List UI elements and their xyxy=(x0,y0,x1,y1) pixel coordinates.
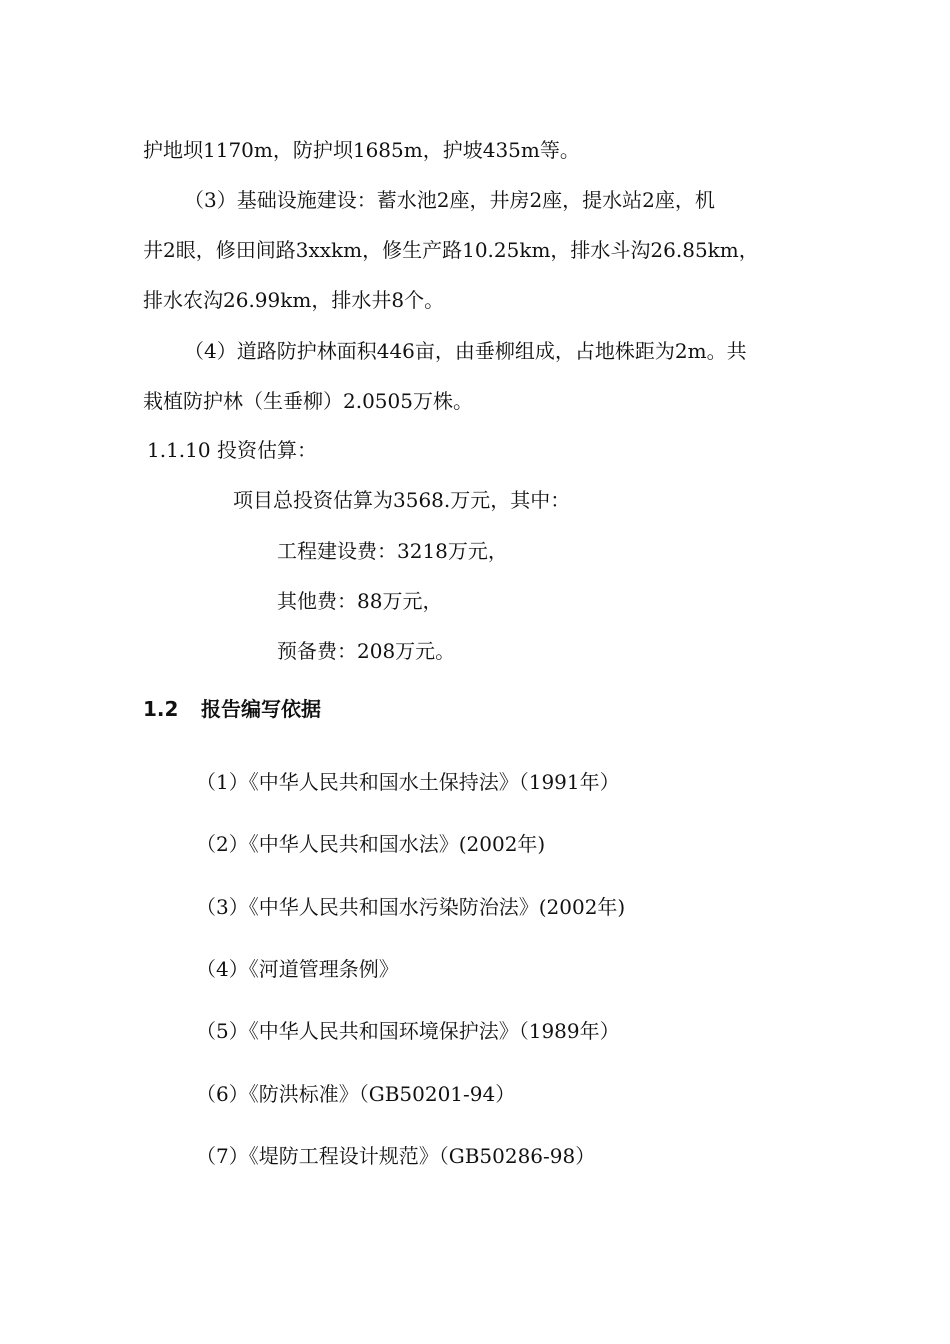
reference-item: （2）《中华人民共和国水法》(2002年) xyxy=(196,832,546,856)
paragraph-line: （3）基础设施建设：蓄水池2座，井房2座，提水站2座，机 xyxy=(184,188,715,212)
paragraph-line: 栽植防护林（生垂柳）2.0505万株。 xyxy=(143,389,473,413)
investment-total: 项目总投资估算为3568.万元，其中： xyxy=(233,488,571,512)
reference-item: （1）《中华人民共和国水土保持法》（1991年） xyxy=(196,770,620,794)
paragraph-line: 排水农沟26.99km，排水井8个。 xyxy=(143,288,445,312)
investment-item: 其他费：88万元， xyxy=(277,589,443,613)
section-title: 报告编写依据 xyxy=(201,697,321,721)
section-number: 1.2 xyxy=(143,697,179,721)
reference-item: （3）《中华人民共和国水污染防治法》(2002年) xyxy=(196,895,626,919)
reference-item: （5）《中华人民共和国环境保护法》（1989年） xyxy=(196,1019,620,1043)
reference-item: （7）《堤防工程设计规范》（GB50286-98） xyxy=(196,1144,596,1168)
section-heading-1-2 xyxy=(143,696,321,722)
paragraph-line: 护地坝1170m，防护坝1685m，护坡435m等。 xyxy=(143,138,580,162)
section-title-1-1-10: 1.1.10 投资估算： xyxy=(147,438,317,462)
reference-item: （6）《防洪标准》（GB50201-94） xyxy=(196,1082,516,1106)
paragraph-line: （4）道路防护林面积446亩，由垂柳组成，占地株距为2m。共 xyxy=(184,339,747,363)
reference-item: （4）《河道管理条例》 xyxy=(196,957,399,981)
paragraph-line: 井2眼，修田间路3xxkm，修生产路10.25km，排水斗沟26.85km， xyxy=(143,238,759,262)
investment-item: 工程建设费：3218万元， xyxy=(277,539,508,563)
investment-item: 预备费：208万元。 xyxy=(277,639,456,663)
